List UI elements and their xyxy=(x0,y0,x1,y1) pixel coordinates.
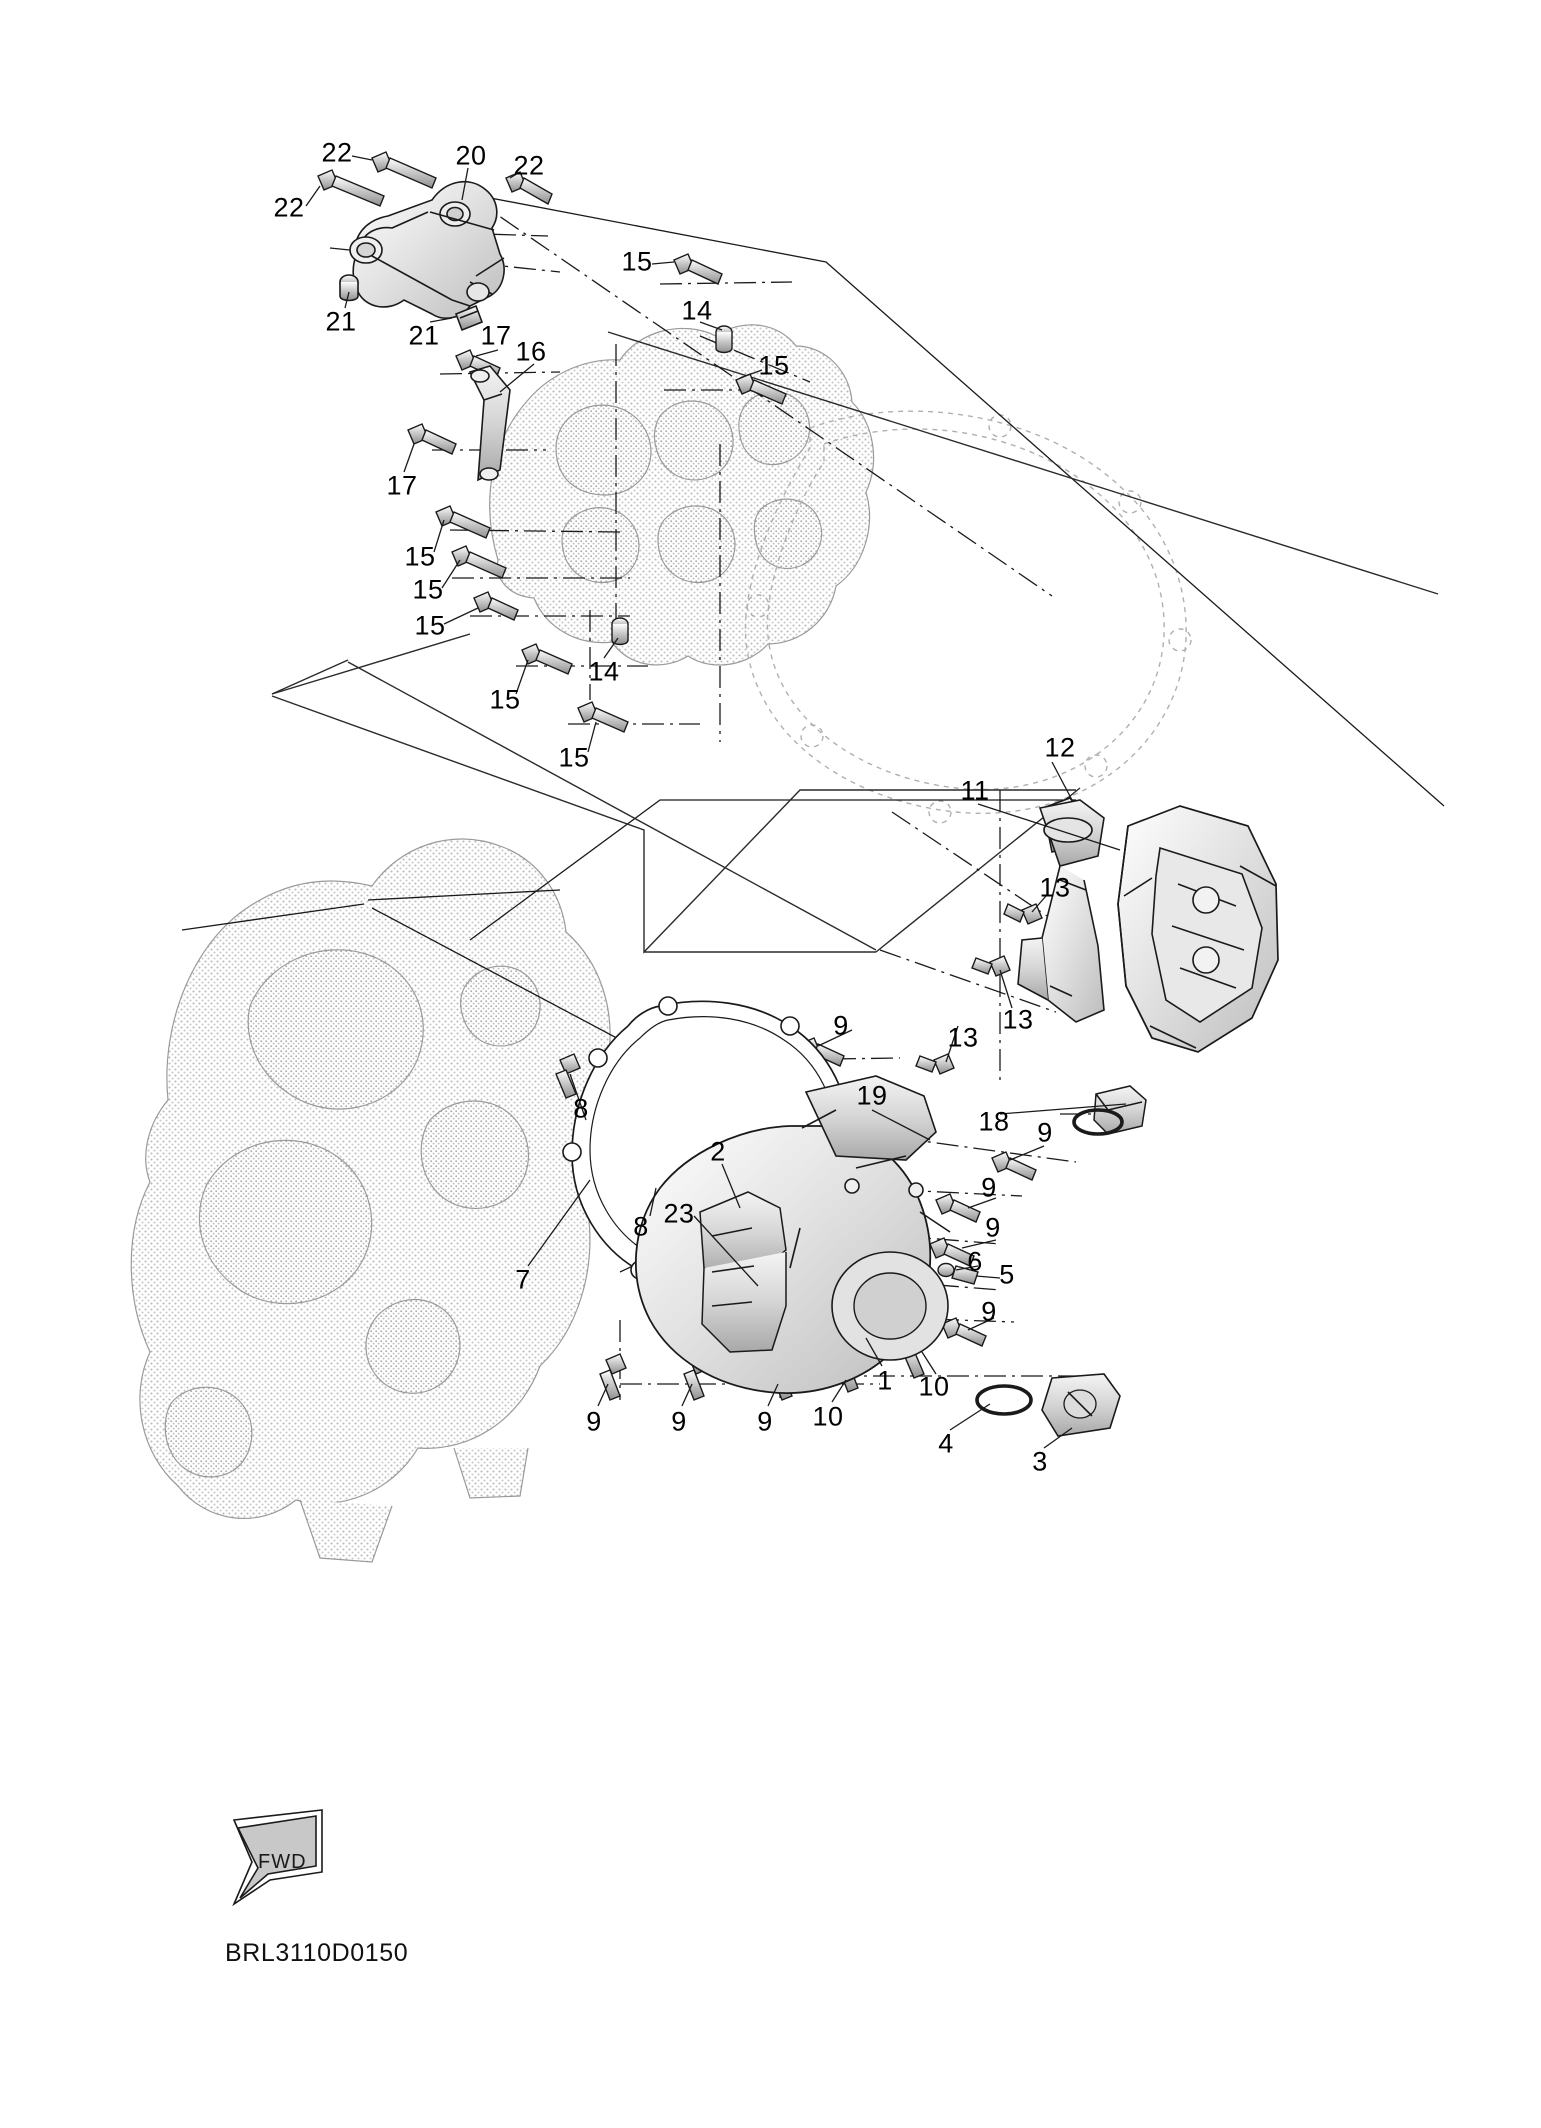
callout-9: 9 xyxy=(981,1172,997,1203)
callout-22: 22 xyxy=(513,150,545,181)
callout-9: 9 xyxy=(985,1212,1001,1243)
bolt-22-c xyxy=(318,170,384,206)
callout-12: 12 xyxy=(1044,732,1076,763)
part-21-collar-a xyxy=(340,275,358,301)
callout-7: 7 xyxy=(515,1264,531,1295)
callout-21: 21 xyxy=(325,306,357,337)
bolt-9-e xyxy=(942,1318,986,1346)
callout-11: 11 xyxy=(960,775,990,806)
ghost-engine-assembly xyxy=(131,839,614,1562)
callout-19: 19 xyxy=(856,1080,888,1111)
ghost-crankcase xyxy=(490,325,874,665)
dowel-14-b xyxy=(612,618,628,645)
bolt-6 xyxy=(938,1264,954,1277)
callout-13: 13 xyxy=(1002,1004,1034,1035)
callout-15: 15 xyxy=(621,246,653,277)
callout-8: 8 xyxy=(633,1211,649,1242)
fwd-label: FWD xyxy=(258,1851,307,1873)
callout-5: 5 xyxy=(999,1259,1015,1290)
callout-15: 15 xyxy=(414,610,446,641)
callout-17: 17 xyxy=(386,470,418,501)
callout-18: 18 xyxy=(978,1106,1010,1137)
callout-6: 6 xyxy=(967,1246,983,1277)
callout-22: 22 xyxy=(273,192,305,223)
callout-13: 13 xyxy=(947,1022,979,1053)
part-4-oring xyxy=(977,1386,1031,1414)
callout-15: 15 xyxy=(758,350,790,381)
callout-1: 1 xyxy=(877,1365,893,1396)
callout-10: 10 xyxy=(918,1371,950,1402)
callout-15: 15 xyxy=(489,684,521,715)
bolt-9-c xyxy=(936,1194,980,1222)
callout-15: 15 xyxy=(404,541,436,572)
bolt-22-a xyxy=(372,152,436,188)
callout-23: 23 xyxy=(663,1198,695,1229)
callout-3: 3 xyxy=(1032,1446,1048,1477)
diagram-code: BRL3110D0150 xyxy=(225,1939,409,1967)
callout-15: 15 xyxy=(412,574,444,605)
bolt-15-c xyxy=(436,506,490,538)
callout-17: 17 xyxy=(480,320,512,351)
callout-22: 22 xyxy=(321,137,353,168)
callout-14: 14 xyxy=(681,295,713,326)
callout-14: 14 xyxy=(588,656,620,687)
callout-9: 9 xyxy=(671,1406,687,1437)
callout-2: 2 xyxy=(710,1136,726,1167)
callout-13: 13 xyxy=(1039,872,1071,903)
callout-8: 8 xyxy=(573,1093,589,1124)
callout-4: 4 xyxy=(938,1428,954,1459)
callout-15: 15 xyxy=(558,742,590,773)
bolt-13-b xyxy=(972,956,1010,976)
part-3-cover-cap xyxy=(1042,1374,1120,1436)
callout-21: 21 xyxy=(408,320,440,351)
dowel-14-a xyxy=(716,326,732,353)
bolt-15-a xyxy=(674,254,722,284)
callout-16: 16 xyxy=(515,336,547,367)
part-11-cover-bracket xyxy=(1118,806,1278,1052)
callout-9: 9 xyxy=(586,1406,602,1437)
callout-20: 20 xyxy=(455,140,487,171)
callout-9: 9 xyxy=(757,1406,773,1437)
callout-9: 9 xyxy=(833,1010,849,1041)
callout-9: 9 xyxy=(1037,1117,1053,1148)
callout-9: 9 xyxy=(981,1296,997,1327)
bolt-15-g xyxy=(578,702,628,732)
callout-10: 10 xyxy=(812,1401,844,1432)
bolt-15-f xyxy=(522,644,572,674)
